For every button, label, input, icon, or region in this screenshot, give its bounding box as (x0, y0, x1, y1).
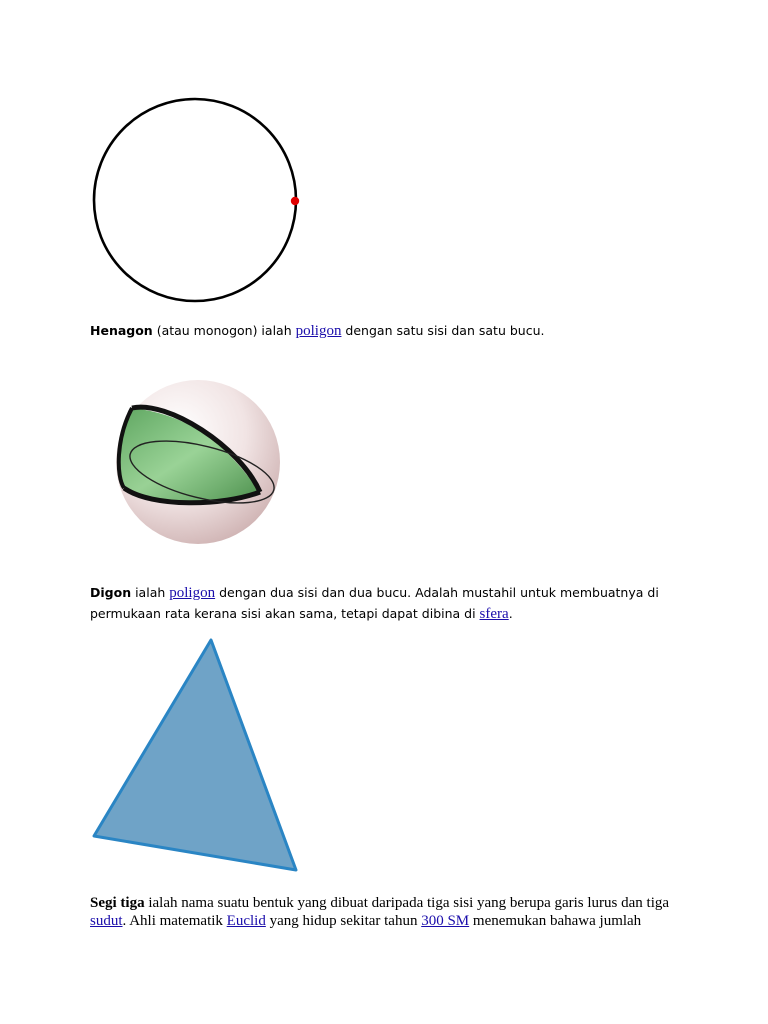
segitiga-text-4: menemukan bahawa jumlah (469, 913, 642, 929)
triangle-shape (94, 640, 296, 870)
sfera-link[interactable]: sfera (479, 606, 509, 622)
digon-text-3: . (508, 606, 513, 621)
poligon-link[interactable]: poligon (295, 323, 342, 339)
henagon-vertex (291, 197, 299, 205)
segitiga-term: Segi tiga (90, 895, 145, 911)
henagon-term: Henagon (90, 323, 153, 338)
segitiga-text-3: yang hidup sekitar tahun (265, 913, 422, 929)
digon-figure (112, 376, 284, 548)
henagon-text-2: dengan satu sisi dan satu bucu. (341, 323, 545, 338)
euclid-link[interactable]: Euclid (226, 913, 266, 929)
henagon-figure (90, 92, 306, 310)
triangle-figure (88, 634, 304, 876)
segitiga-caption (90, 894, 690, 930)
segitiga-text-2: . Ahli matematik (122, 913, 227, 929)
henagon-text-1: (atau monogon) ialah (152, 323, 296, 338)
digon-text-1: ialah (131, 585, 170, 600)
300sm-link[interactable]: 300 SM (421, 913, 470, 929)
henagon-circle (94, 99, 296, 301)
segitiga-text-1: ialah nama suatu bentuk yang dibuat daripada tiga sisi yang berupa garis lurus dan tiga (144, 895, 670, 911)
digon-term: Digon (90, 585, 132, 600)
sudut-link[interactable]: sudut (90, 913, 123, 929)
digon-text-2: dengan dua sisi dan dua bucu. Adalah mustahil untuk membuatnya di permukaan rata kerana sisi akan sama, tetapi dapat dibina di (90, 585, 659, 621)
poligon-link-2[interactable]: poligon (169, 585, 216, 601)
digon-caption (90, 582, 690, 624)
henagon-caption (90, 320, 690, 341)
